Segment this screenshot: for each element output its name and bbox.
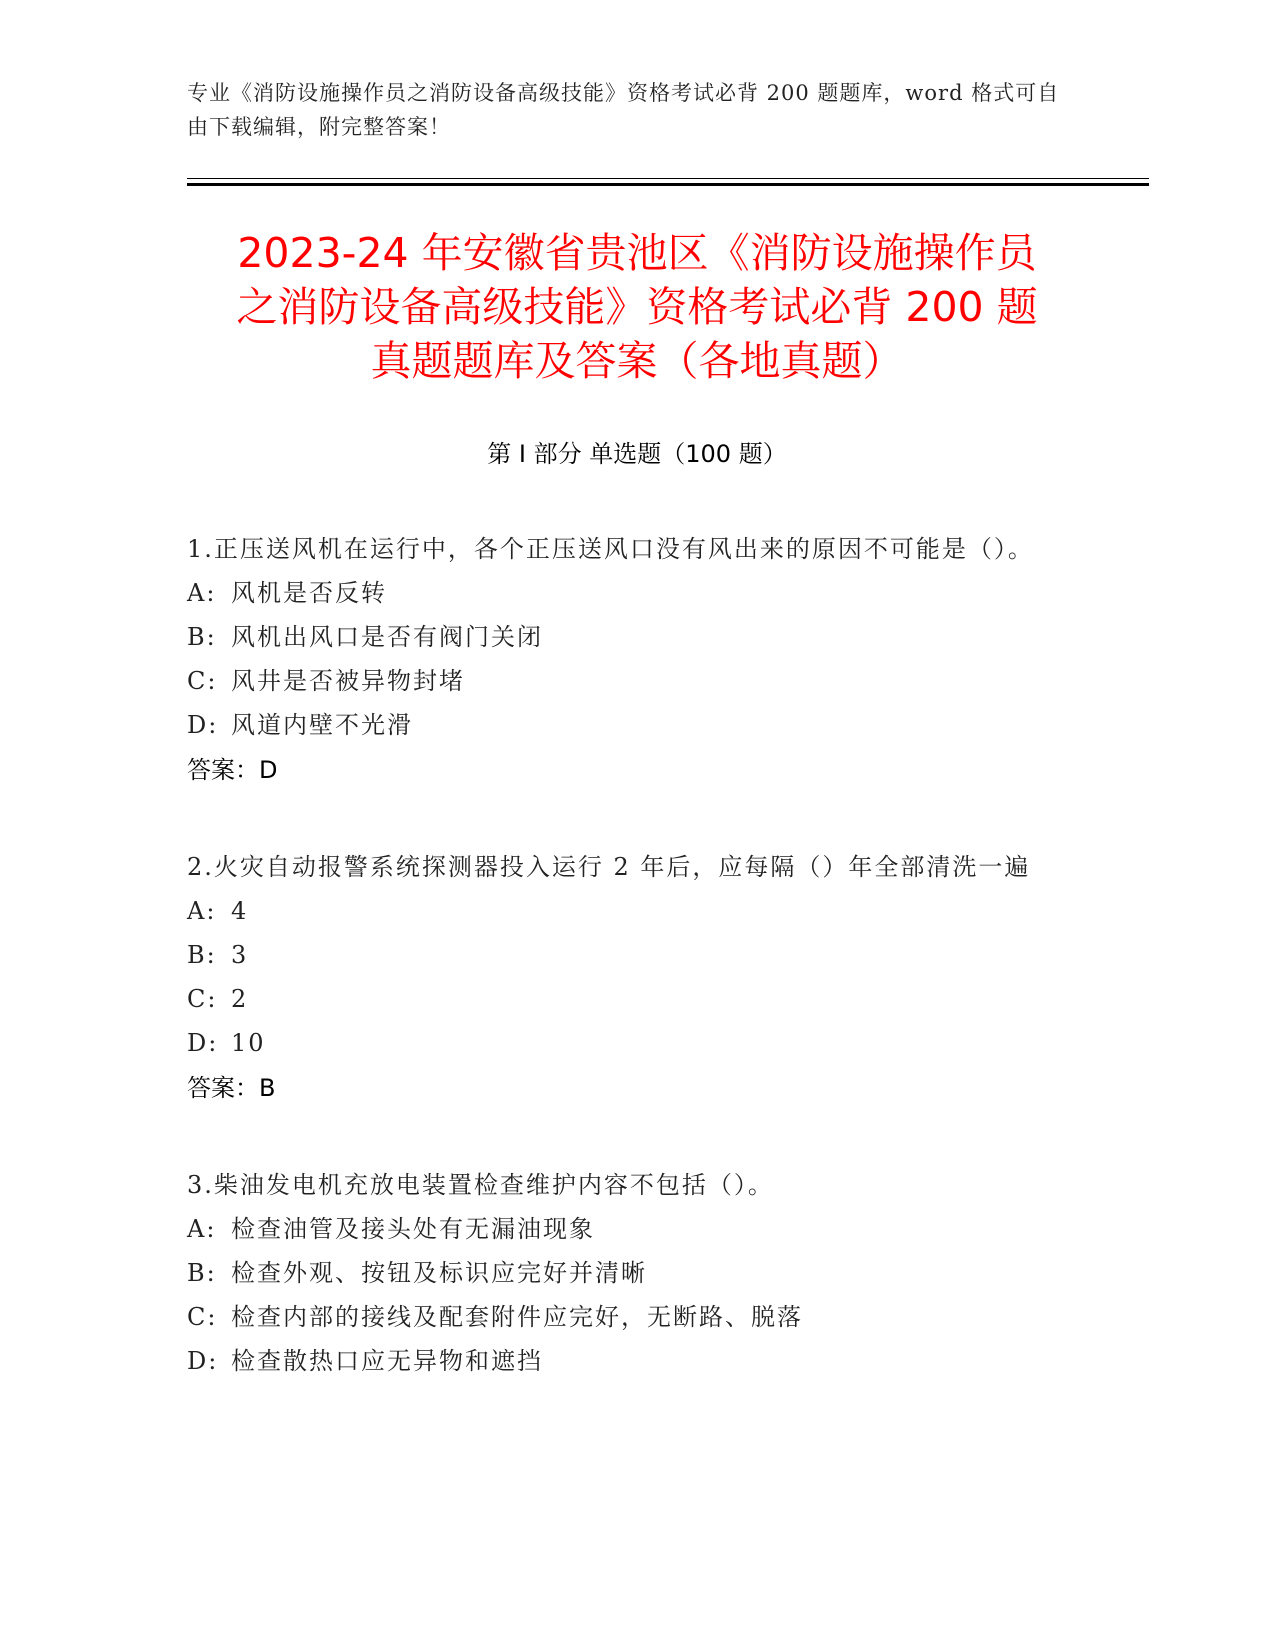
option-b	[187, 1251, 1087, 1295]
option-text: 风机是否反转	[231, 579, 387, 607]
option-text: 风道内壁不光滑	[231, 711, 413, 739]
option-key: C:	[187, 1303, 218, 1331]
option-text: 检查外观、按钮及标识应完好并清晰	[231, 1259, 647, 1287]
question-3	[187, 1163, 1087, 1383]
question-2	[187, 845, 1087, 1111]
option-a	[187, 889, 1087, 933]
title-line: 真题题库及答案（各地真题）	[370, 337, 904, 385]
option-key: D:	[187, 1029, 219, 1057]
option-text: 检查散热口应无异物和遮挡	[231, 1347, 543, 1375]
option-text: 4	[231, 897, 249, 925]
title-line: 之消防设备高级技能》资格考试必背 200 题	[236, 283, 1038, 331]
question-stem: 2.火灾自动报警系统探测器投入运行 2 年后，应每隔（）年全部清洗一遍	[187, 853, 1031, 881]
option-key: C:	[187, 985, 218, 1013]
header-rule-thick	[187, 183, 1149, 186]
header-rule-thin	[187, 178, 1149, 179]
option-key: C:	[187, 667, 218, 695]
option-text: 10	[231, 1029, 266, 1057]
option-d	[187, 1339, 1087, 1383]
option-key: A:	[187, 897, 217, 925]
option-text: 检查内部的接线及配套附件应完好，无断路、脱落	[231, 1303, 803, 1331]
answer-line: 答案：B	[187, 1074, 276, 1102]
header-note: 专业《消防设施操作员之消防设备高级技能》资格考试必背 200 题题库，word 格式可自由下载编辑，附完整答案！	[187, 81, 1060, 139]
question-1	[187, 527, 1087, 793]
option-c	[187, 659, 1087, 703]
option-text: 风机出风口是否有阀门关闭	[231, 623, 543, 651]
option-b	[187, 933, 1087, 977]
option-b	[187, 615, 1087, 659]
option-key: B:	[187, 1259, 217, 1287]
option-key: D:	[187, 711, 219, 739]
option-d	[187, 1021, 1087, 1065]
option-d	[187, 703, 1087, 747]
question-stem: 1.正压送风机在运行中，各个正压送风口没有风出来的原因不可能是（）。	[187, 535, 1034, 563]
option-a	[187, 571, 1087, 615]
answer-line: 答案：D	[187, 756, 278, 784]
option-key: A:	[187, 1215, 217, 1243]
option-a	[187, 1207, 1087, 1251]
option-key: B:	[187, 623, 217, 651]
option-key: B:	[187, 941, 217, 969]
option-c	[187, 977, 1087, 1021]
section-heading: 第 I 部分 单选题（100 题）	[487, 440, 787, 468]
title-line: 2023-24 年安徽省贵池区《消防设施操作员	[237, 229, 1037, 277]
option-text: 3	[231, 941, 249, 969]
question-stem: 3.柴油发电机充放电装置检查维护内容不包括（）。	[187, 1171, 774, 1199]
option-c	[187, 1295, 1087, 1339]
option-text: 2	[231, 985, 249, 1013]
option-key: A:	[187, 579, 217, 607]
option-key: D:	[187, 1347, 219, 1375]
document-title	[187, 226, 1087, 388]
option-text: 风井是否被异物封堵	[231, 667, 465, 695]
option-text: 检查油管及接头处有无漏油现象	[231, 1215, 595, 1243]
question-list	[187, 527, 1087, 1435]
